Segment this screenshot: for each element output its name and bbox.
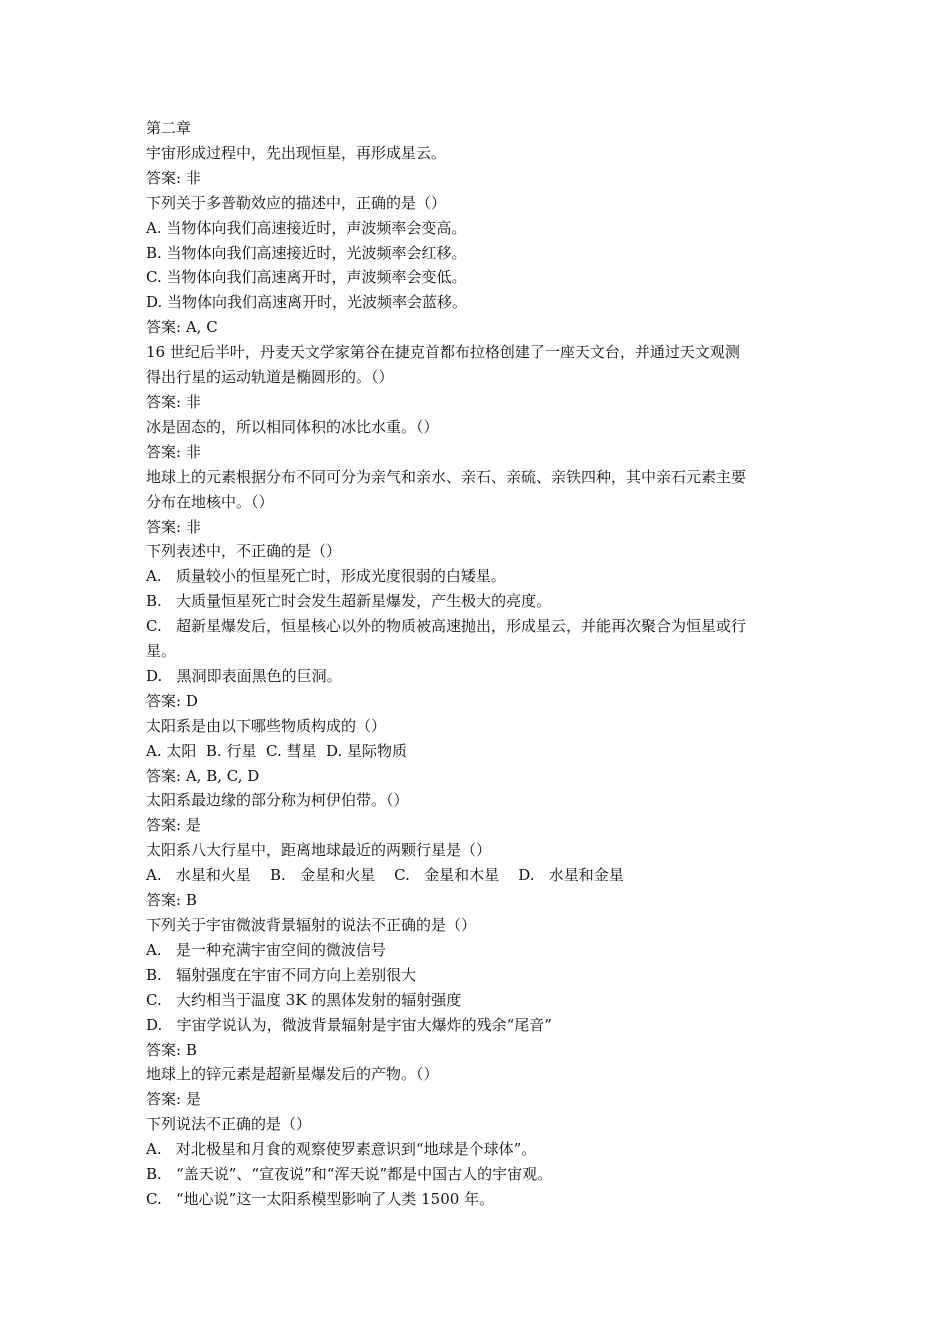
question-5-line-2: 分布在地核中。（） [146, 492, 274, 511]
answer-2: 答案: A, C [146, 318, 218, 337]
option-c-line-2: 星。 [146, 642, 177, 661]
answer-5: 答案: 非 [146, 517, 201, 536]
answer-11: 答案: 是 [146, 1090, 201, 1109]
answer-8: 答案: 是 [146, 816, 201, 835]
option-c: C. “地心说”这一太阳系模型影响了人类 1500 年。 [146, 1189, 495, 1208]
option-b: B. 辐射强度在宇宙不同方向上差别很大 [146, 965, 417, 984]
question-3-line-2: 得出行星的运动轨道是椭圆形的。（） [146, 368, 394, 387]
question-12: 下列说法不正确的是（） [146, 1115, 312, 1134]
answer-3: 答案: 非 [146, 392, 201, 411]
option-c: C. 大约相当于温度 3K 的黑体发射的辐射强度 [146, 990, 462, 1009]
options-inline: A. 水星和火星 B. 金星和火星 C. 金星和木星 D. 水星和金星 [146, 866, 624, 885]
option-d: D. 当物体向我们高速离开时，光波频率会蓝移。 [146, 293, 468, 312]
document-page [146, 116, 826, 1212]
answer-4: 答案: 非 [146, 442, 201, 461]
option-a: A. 当物体向我们高速接近时，声波频率会变高。 [146, 218, 467, 237]
answer-6: 答案: D [146, 691, 198, 710]
option-d: D. 黑洞即表面黑色的巨洞。 [146, 666, 342, 685]
question-10: 下列关于宇宙微波背景辐射的说法不正确的是（） [146, 916, 477, 934]
answer-7: 答案: A, B, C, D [146, 766, 260, 785]
answer-9: 答案: B [146, 891, 197, 910]
question-8: 太阳系最边缘的部分称为柯伊伯带。（） [146, 791, 409, 810]
question-5-line-1: 地球上的元素根据分布不同可分为亲气和亲水、亲石、亲硫、亲铁四种，其中亲石元素主要 [146, 467, 747, 486]
options-inline: A. 太阳 B. 行星 C. 彗星 D. 星际物质 [146, 741, 408, 760]
question-2: 下列关于多普勒效应的描述中，正确的是（） [146, 193, 447, 212]
question-3-line-1: 16 世纪后半叶，丹麦天文学家第谷在捷克首都布拉格创建了一座天文台，并通过天文观测 [146, 343, 740, 362]
option-b: B. 大质量恒星死亡时会发生超新星爆发，产生极大的亮度。 [146, 592, 552, 611]
option-c-line-1: C. 超新星爆发后，恒星核心以外的物质被高速抛出，形成星云，并能再次聚合为恒星或行 [146, 617, 747, 636]
question-9: 太阳系八大行星中，距离地球最近的两颗行星是（） [146, 841, 492, 860]
question-7: 太阳系是由以下哪些物质构成的（） [146, 716, 387, 735]
answer-10: 答案: B [146, 1040, 197, 1059]
answer-1: 答案: 非 [146, 168, 201, 187]
question-1: 宇宙形成过程中，先出现恒星，再形成星云。 [146, 143, 447, 162]
option-a: A. 是一种充满宇宙空间的微波信号 [146, 940, 386, 959]
option-c: C. 当物体向我们高速离开时，声波频率会变低。 [146, 268, 467, 287]
option-b: B. “盖天说”、“宣夜说”和“浑天说”都是中国古人的宇宙观。 [146, 1165, 553, 1184]
option-a: A. 对北极星和月食的观察使罗素意识到“地球是个球体”。 [146, 1140, 537, 1159]
question-4: 冰是固态的，所以相同体积的冰比水重。（） [146, 417, 439, 436]
option-a: A. 质量较小的恒星死亡时，形成光度很弱的白矮星。 [146, 567, 506, 586]
question-11: 地球上的锌元素是超新星爆发后的产物。（） [146, 1065, 439, 1084]
option-d: D. 宇宙学说认为，微波背景辐射是宇宙大爆炸的残余“尾音” [146, 1015, 552, 1034]
question-6: 下列表述中，不正确的是（） [146, 542, 342, 561]
chapter-heading: 第二章 [146, 119, 192, 137]
option-b: B. 当物体向我们高速接近时，光波频率会红移。 [146, 243, 467, 262]
